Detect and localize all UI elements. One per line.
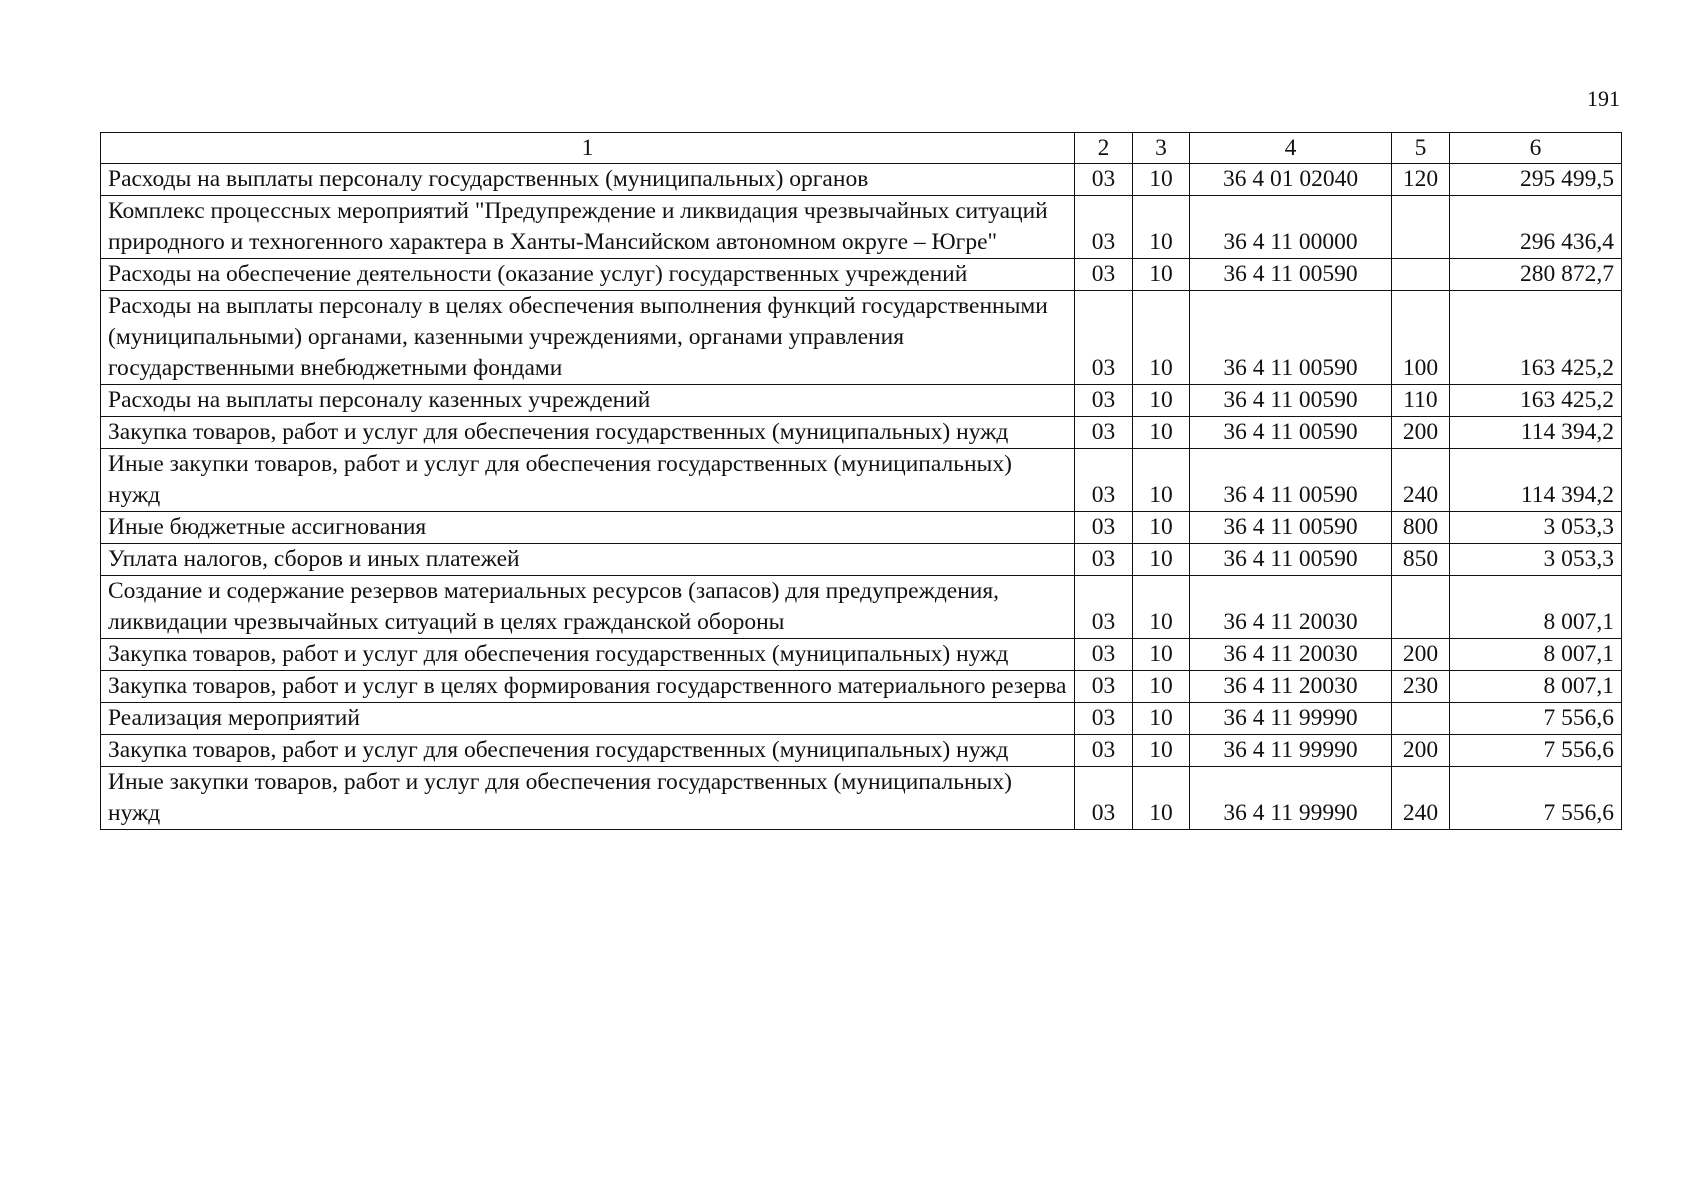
header-row (101, 133, 1622, 164)
row-name: Расходы на выплаты персоналу в целях обеспечения выполнения функций государственными (муниципальными) органами, казенными учреждениями, органами управления государственными внебюджетными фондами (101, 291, 1075, 385)
table-row (101, 639, 1622, 671)
row-expense-type: 200 (1392, 417, 1450, 449)
row-expense-type: 200 (1392, 735, 1450, 767)
row-name: Иные бюджетные ассигнования (101, 512, 1075, 544)
row-subsection: 10 (1133, 735, 1190, 767)
row-target-code: 36 4 11 99990 (1190, 767, 1392, 830)
row-subsection: 10 (1133, 385, 1190, 417)
row-subsection: 10 (1133, 196, 1190, 259)
row-target-code: 36 4 11 20030 (1190, 671, 1392, 703)
row-section: 03 (1075, 164, 1133, 196)
row-amount: 7 556,6 (1450, 767, 1622, 830)
row-target-code: 36 4 11 00590 (1190, 449, 1392, 512)
table-header (101, 133, 1622, 164)
row-target-code: 36 4 11 00590 (1190, 417, 1392, 449)
table-row (101, 767, 1622, 830)
table-row (101, 671, 1622, 703)
row-name: Иные закупки товаров, работ и услуг для обеспечения государственных (муниципальных) нужд (101, 767, 1075, 830)
row-expense-type: 100 (1392, 291, 1450, 385)
table-row (101, 449, 1622, 512)
row-subsection: 10 (1133, 639, 1190, 671)
row-amount: 3 053,3 (1450, 512, 1622, 544)
row-subsection: 10 (1133, 767, 1190, 830)
header-col-4: 4 (1190, 133, 1392, 164)
row-section: 03 (1075, 196, 1133, 259)
row-expense-type (1392, 259, 1450, 291)
row-expense-type: 800 (1392, 512, 1450, 544)
row-section: 03 (1075, 671, 1133, 703)
row-target-code: 36 4 11 20030 (1190, 639, 1392, 671)
row-section: 03 (1075, 576, 1133, 639)
row-name: Реализация мероприятий (101, 703, 1075, 735)
row-subsection: 10 (1133, 703, 1190, 735)
row-expense-type: 200 (1392, 639, 1450, 671)
row-subsection: 10 (1133, 671, 1190, 703)
row-section: 03 (1075, 703, 1133, 735)
row-section: 03 (1075, 259, 1133, 291)
table-row (101, 735, 1622, 767)
row-name: Закупка товаров, работ и услуг в целях формирования государственного материального резерва (101, 671, 1075, 703)
row-amount: 163 425,2 (1450, 291, 1622, 385)
row-target-code: 36 4 11 00590 (1190, 512, 1392, 544)
row-expense-type: 230 (1392, 671, 1450, 703)
row-amount: 114 394,2 (1450, 417, 1622, 449)
table-row (101, 576, 1622, 639)
row-amount: 295 499,5 (1450, 164, 1622, 196)
row-subsection: 10 (1133, 259, 1190, 291)
row-name: Расходы на обеспечение деятельности (оказание услуг) государственных учреждений (101, 259, 1075, 291)
row-amount: 280 872,7 (1450, 259, 1622, 291)
row-subsection: 10 (1133, 291, 1190, 385)
row-name: Уплата налогов, сборов и иных платежей (101, 544, 1075, 576)
row-expense-type: 110 (1392, 385, 1450, 417)
header-col-6: 6 (1450, 133, 1622, 164)
row-amount: 8 007,1 (1450, 639, 1622, 671)
row-expense-type (1392, 703, 1450, 735)
row-name: Закупка товаров, работ и услуг для обеспечения государственных (муниципальных) нужд (101, 639, 1075, 671)
row-amount: 8 007,1 (1450, 576, 1622, 639)
row-target-code: 36 4 11 00590 (1190, 385, 1392, 417)
page-number: 191 (1587, 86, 1620, 111)
table-row (101, 544, 1622, 576)
row-subsection: 10 (1133, 417, 1190, 449)
budget-table (100, 132, 1622, 830)
row-name: Расходы на выплаты персоналу государственных (муниципальных) органов (101, 164, 1075, 196)
row-target-code: 36 4 11 00590 (1190, 259, 1392, 291)
row-expense-type: 120 (1392, 164, 1450, 196)
row-target-code: 36 4 11 00590 (1190, 291, 1392, 385)
row-section: 03 (1075, 512, 1133, 544)
row-target-code: 36 4 11 00000 (1190, 196, 1392, 259)
table-body (101, 164, 1622, 830)
table-row (101, 512, 1622, 544)
row-name: Комплекс процессных мероприятий "Предупреждение и ликвидация чрезвычайных ситуаций природного и техногенного характера в Ханты-Мансийском автономном округе – Югре" (101, 196, 1075, 259)
row-subsection: 10 (1133, 449, 1190, 512)
row-subsection: 10 (1133, 164, 1190, 196)
table-row (101, 291, 1622, 385)
row-amount: 8 007,1 (1450, 671, 1622, 703)
row-subsection: 10 (1133, 544, 1190, 576)
header-col-2: 2 (1075, 133, 1133, 164)
row-amount: 163 425,2 (1450, 385, 1622, 417)
row-expense-type: 240 (1392, 767, 1450, 830)
table-row (101, 259, 1622, 291)
row-subsection: 10 (1133, 576, 1190, 639)
row-subsection: 10 (1133, 512, 1190, 544)
row-expense-type (1392, 576, 1450, 639)
table-row (101, 196, 1622, 259)
row-name: Создание и содержание резервов материальных ресурсов (запасов) для предупреждения, ликвидации чрезвычайных ситуаций в целях гражданской обороны (101, 576, 1075, 639)
row-section: 03 (1075, 735, 1133, 767)
table-row (101, 703, 1622, 735)
row-section: 03 (1075, 767, 1133, 830)
row-section: 03 (1075, 385, 1133, 417)
row-section: 03 (1075, 639, 1133, 671)
row-name: Расходы на выплаты персоналу казенных учреждений (101, 385, 1075, 417)
table-row (101, 164, 1622, 196)
table-row (101, 417, 1622, 449)
row-target-code: 36 4 11 20030 (1190, 576, 1392, 639)
table-row (101, 385, 1622, 417)
row-name: Иные закупки товаров, работ и услуг для обеспечения государственных (муниципальных) нужд (101, 449, 1075, 512)
row-target-code: 36 4 11 99990 (1190, 703, 1392, 735)
row-section: 03 (1075, 544, 1133, 576)
row-target-code: 36 4 11 99990 (1190, 735, 1392, 767)
row-amount: 114 394,2 (1450, 449, 1622, 512)
header-col-5: 5 (1392, 133, 1450, 164)
row-section: 03 (1075, 291, 1133, 385)
row-section: 03 (1075, 449, 1133, 512)
row-section: 03 (1075, 417, 1133, 449)
row-amount: 296 436,4 (1450, 196, 1622, 259)
row-amount: 7 556,6 (1450, 703, 1622, 735)
row-name: Закупка товаров, работ и услуг для обеспечения государственных (муниципальных) нужд (101, 417, 1075, 449)
row-amount: 7 556,6 (1450, 735, 1622, 767)
row-expense-type: 850 (1392, 544, 1450, 576)
row-target-code: 36 4 11 00590 (1190, 544, 1392, 576)
header-col-3: 3 (1133, 133, 1190, 164)
row-amount: 3 053,3 (1450, 544, 1622, 576)
row-target-code: 36 4 01 02040 (1190, 164, 1392, 196)
row-expense-type (1392, 196, 1450, 259)
row-name: Закупка товаров, работ и услуг для обеспечения государственных (муниципальных) нужд (101, 735, 1075, 767)
row-expense-type: 240 (1392, 449, 1450, 512)
header-col-1: 1 (101, 133, 1075, 164)
